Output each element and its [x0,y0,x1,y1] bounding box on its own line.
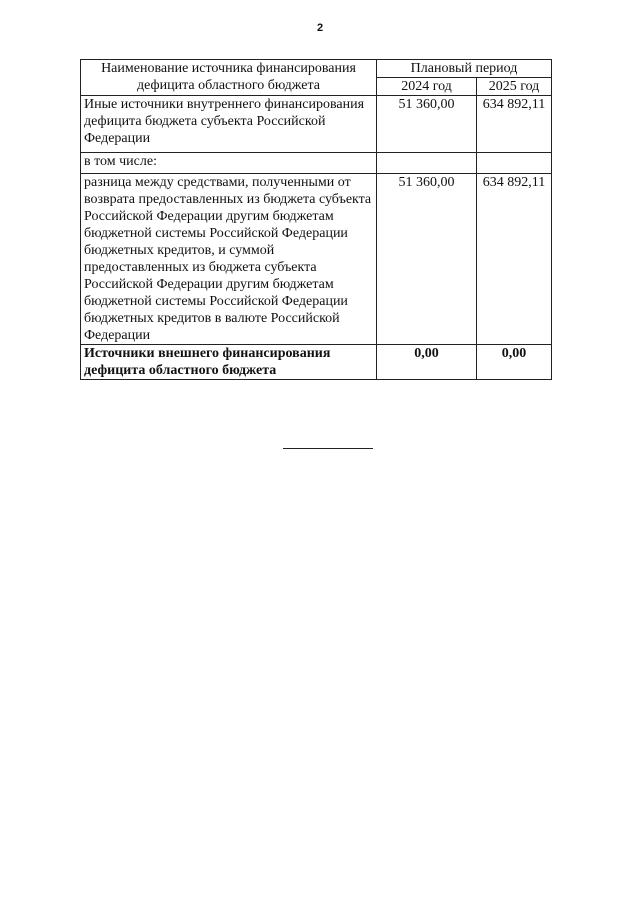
table-header-row [81,60,552,78]
table-row [81,96,552,153]
header-source-name: Наименование источника финансирования дефицита областного бюджета [81,60,377,96]
closing-rule [283,448,373,449]
row-value-2025: 634 892,11 [477,174,552,345]
header-year-2024: 2024 год [377,78,477,96]
row-source-name: Источники внешнего финансирования дефицита областного бюджета [81,345,377,380]
table-row [81,153,552,174]
row-value-2025: 634 892,11 [477,96,552,153]
table-row [81,345,552,380]
row-value-2024 [377,153,477,174]
row-source-name: Иные источники внутреннего финансирования дефицита бюджета субъекта Российской Федерации [81,96,377,153]
row-value-2025: 0,00 [477,345,552,380]
page-number: 2 [316,22,324,34]
row-source-name: разница между средствами, полученными от возврата предоставленных из бюджета субъекта Российской Федерации другим бюджетам бюджетной системы Российской Федерации бюджетных кредитов, и суммой предоставленных из бюджета субъекта Российской Федерации другим бюджетам бюджетной системы Российской Федерации бюджетных кредитов в валюте Российской Федерации [81,174,377,345]
financing-sources-table [80,59,552,380]
header-year-2025: 2025 год [477,78,552,96]
row-value-2024: 51 360,00 [377,96,477,153]
row-value-2024: 0,00 [377,345,477,380]
table-row [81,174,552,345]
row-source-name: в том числе: [81,153,377,174]
header-planned-period: Плановый период [377,60,552,78]
row-value-2024: 51 360,00 [377,174,477,345]
row-value-2025 [477,153,552,174]
